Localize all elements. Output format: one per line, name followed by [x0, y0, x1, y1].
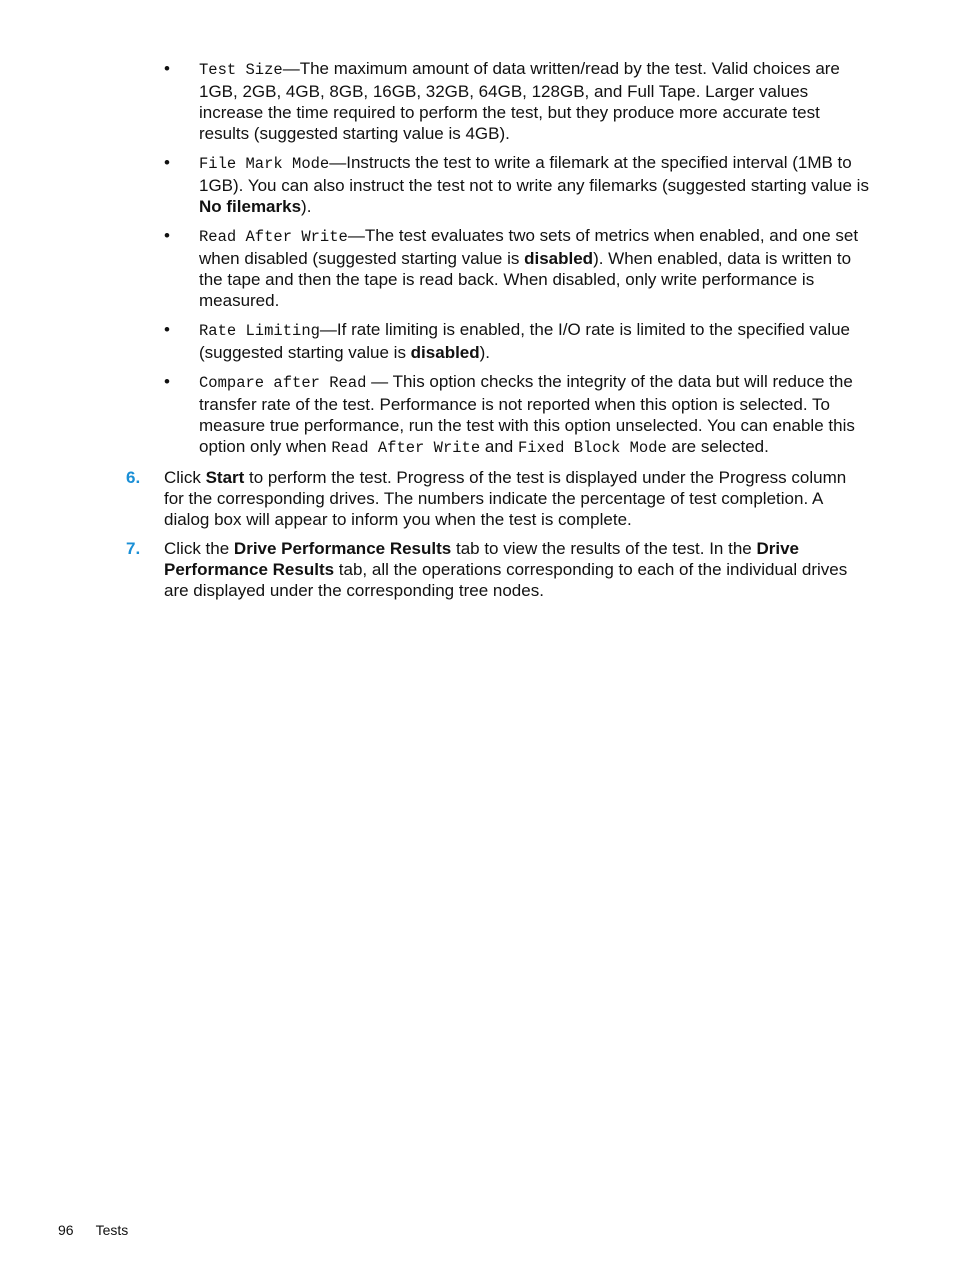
- option-code: Compare after Read: [199, 374, 367, 392]
- option-code: Rate Limiting: [199, 322, 320, 340]
- step-bold: Drive Performance Results: [233, 539, 452, 558]
- option-bold: No filemarks: [199, 197, 302, 216]
- option-code-inline: Fixed Block Mode: [517, 439, 667, 457]
- bullet-glyph: •: [164, 226, 170, 245]
- step-bold: Start: [205, 468, 245, 487]
- option-text: — This option checks the integrity of the data but will reduce the transfer rate of the test. Performance is not reported when this option is selected. To measure true performance, run the test with this option unselected. You can enable this option only when: [199, 372, 855, 456]
- page-footer: [58, 1222, 128, 1238]
- step-text: Click: [164, 468, 206, 487]
- step-text: tab, all the operations corresponding to each of the individual drives are displayed under the corresponding tree nodes.: [164, 560, 848, 600]
- option-bold: disabled: [410, 343, 480, 362]
- step-bold: Drive Performance Results: [164, 539, 800, 579]
- list-item: [164, 319, 870, 363]
- bullet-glyph: •: [164, 59, 170, 78]
- step-text: tab to view the results of the test. In the: [451, 539, 757, 558]
- option-text: —The maximum amount of data written/read by the test. Valid choices are 1GB, 2GB, 4GB, 8GB, 16GB, 32GB, 64GB, 128GB, and Full Tape. Larger values increase the time required to perform the test, but they produce more accurate test results (suggested starting value is 4GB).: [199, 59, 840, 143]
- option-code: Test Size: [199, 61, 283, 79]
- option-tail: ). When enabled, data is written to the tape and then the tape is read back. When disabled, only write performance is measured.: [199, 249, 852, 310]
- step-item: [120, 538, 870, 601]
- option-text: —The test evaluates two sets of metrics when enabled, and one set when disabled (suggested starting value is: [199, 226, 859, 268]
- option-code: File Mark Mode: [199, 155, 330, 173]
- bullet-glyph: •: [164, 372, 170, 391]
- bullet-glyph: •: [164, 320, 170, 339]
- list-item: [164, 225, 870, 311]
- section-name: Tests: [95, 1222, 129, 1238]
- option-bold: disabled: [524, 249, 594, 268]
- list-item: [164, 58, 870, 144]
- step-number: 7.: [126, 539, 141, 558]
- step-text: to perform the test. Progress of the test is displayed under the Progress column for the corresponding drives. The numbers indicate the percentage of test completion. A dialog box will appear to inform you when the test is complete.: [164, 468, 847, 529]
- option-list: [164, 58, 870, 459]
- bullet-glyph: •: [164, 153, 170, 172]
- option-tail: ).: [479, 343, 491, 362]
- step-number: 6.: [126, 468, 141, 487]
- page-content: [120, 58, 880, 609]
- option-code-inline: Read After Write: [331, 439, 481, 457]
- page-number: 96: [58, 1222, 74, 1238]
- step-list: [120, 467, 870, 601]
- list-item: [164, 371, 870, 459]
- list-item: [164, 152, 870, 217]
- option-tail: are selected.: [666, 437, 769, 456]
- option-text: —If rate limiting is enabled, the I/O rate is limited to the specified value (suggested starting value is: [199, 320, 851, 362]
- option-mid: and: [480, 437, 518, 456]
- option-code: Read After Write: [199, 228, 348, 246]
- option-text: —Instructs the test to write a filemark at the specified interval (1MB to 1GB). You can also instruct the test not to write any filemarks (suggested starting value is: [199, 153, 869, 195]
- step-text: Click the: [164, 539, 234, 558]
- step-item: [120, 467, 870, 530]
- option-tail: ).: [301, 197, 312, 216]
